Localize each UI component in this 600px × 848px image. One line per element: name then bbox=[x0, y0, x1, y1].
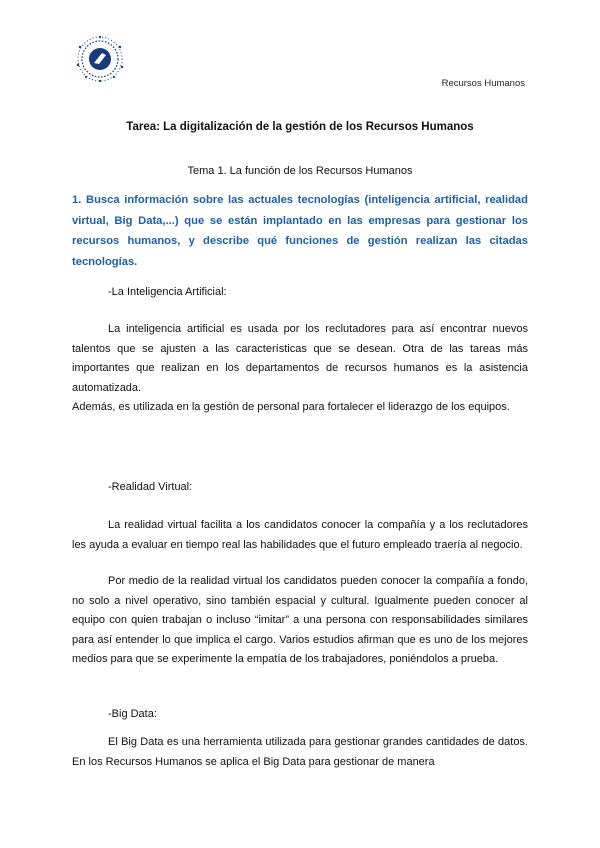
paragraph-ai-2: Además, es utilizada en la gestión de personal para fortalecer el liderazgo de los equipos. bbox=[72, 401, 510, 413]
paragraph-vr-1: La realidad virtual facilita a los candidatos conocer la compañía y a los reclutadores les ayuda a evaluar en tiempo real las habilidades que el futuro empleado traería al negocio. bbox=[72, 519, 528, 551]
section-heading-ai: -La Inteligencia Artificial: bbox=[108, 286, 227, 298]
section-heading-bigdata: -Big Data: bbox=[108, 708, 157, 720]
section-heading-vr: -Realidad Virtual: bbox=[108, 481, 193, 493]
question-text: 1. Busca información sobre las actuales tecnologías (inteligencia artificial, realidad virtual, Big Data,...) que se están implantado en las empresas para gestionar los recursos humanos, y describe qué funciones de gestión realizan las citadas tecnologías. bbox=[72, 194, 528, 268]
paragraph-vr-2: Por medio de la realidad virtual los candidatos pueden conocer la compañía a fondo, no solo a nivel operativo, sino también espacial y cultural. Igualmente pueden conocer al equipo con quien trabajan o incluso “imitar” a una persona con responsabilidades similares para así entender lo que implica el cargo. Varios estudios afirman que es uno de los mejores medios para que se experimente la empatía de los trabajadores, poniéndolos a prueba. bbox=[72, 575, 528, 666]
paragraph-ai-1: La inteligencia artificial es usada por los reclutadores para así encontrar nuevos talentos que se ajusten a las características que se desean. Otra de las tareas más importantes que realizan en los departamentos de recursos humanos es la asistencia automatizada. bbox=[72, 323, 528, 394]
page-title: Tarea: La digitalización de la gestión de los Recursos Humanos bbox=[126, 121, 474, 133]
paragraph-bigdata-1: El Big Data es una herramienta utilizada para gestionar grandes cantidades de datos. En los Recursos Humanos se aplica el Big Data para gestionar de manera bbox=[72, 736, 528, 768]
page-subtitle: Tema 1. La función de los Recursos Humanos bbox=[187, 165, 413, 177]
university-seal-icon bbox=[72, 35, 128, 83]
header-department-label: Recursos Humanos bbox=[441, 78, 525, 89]
